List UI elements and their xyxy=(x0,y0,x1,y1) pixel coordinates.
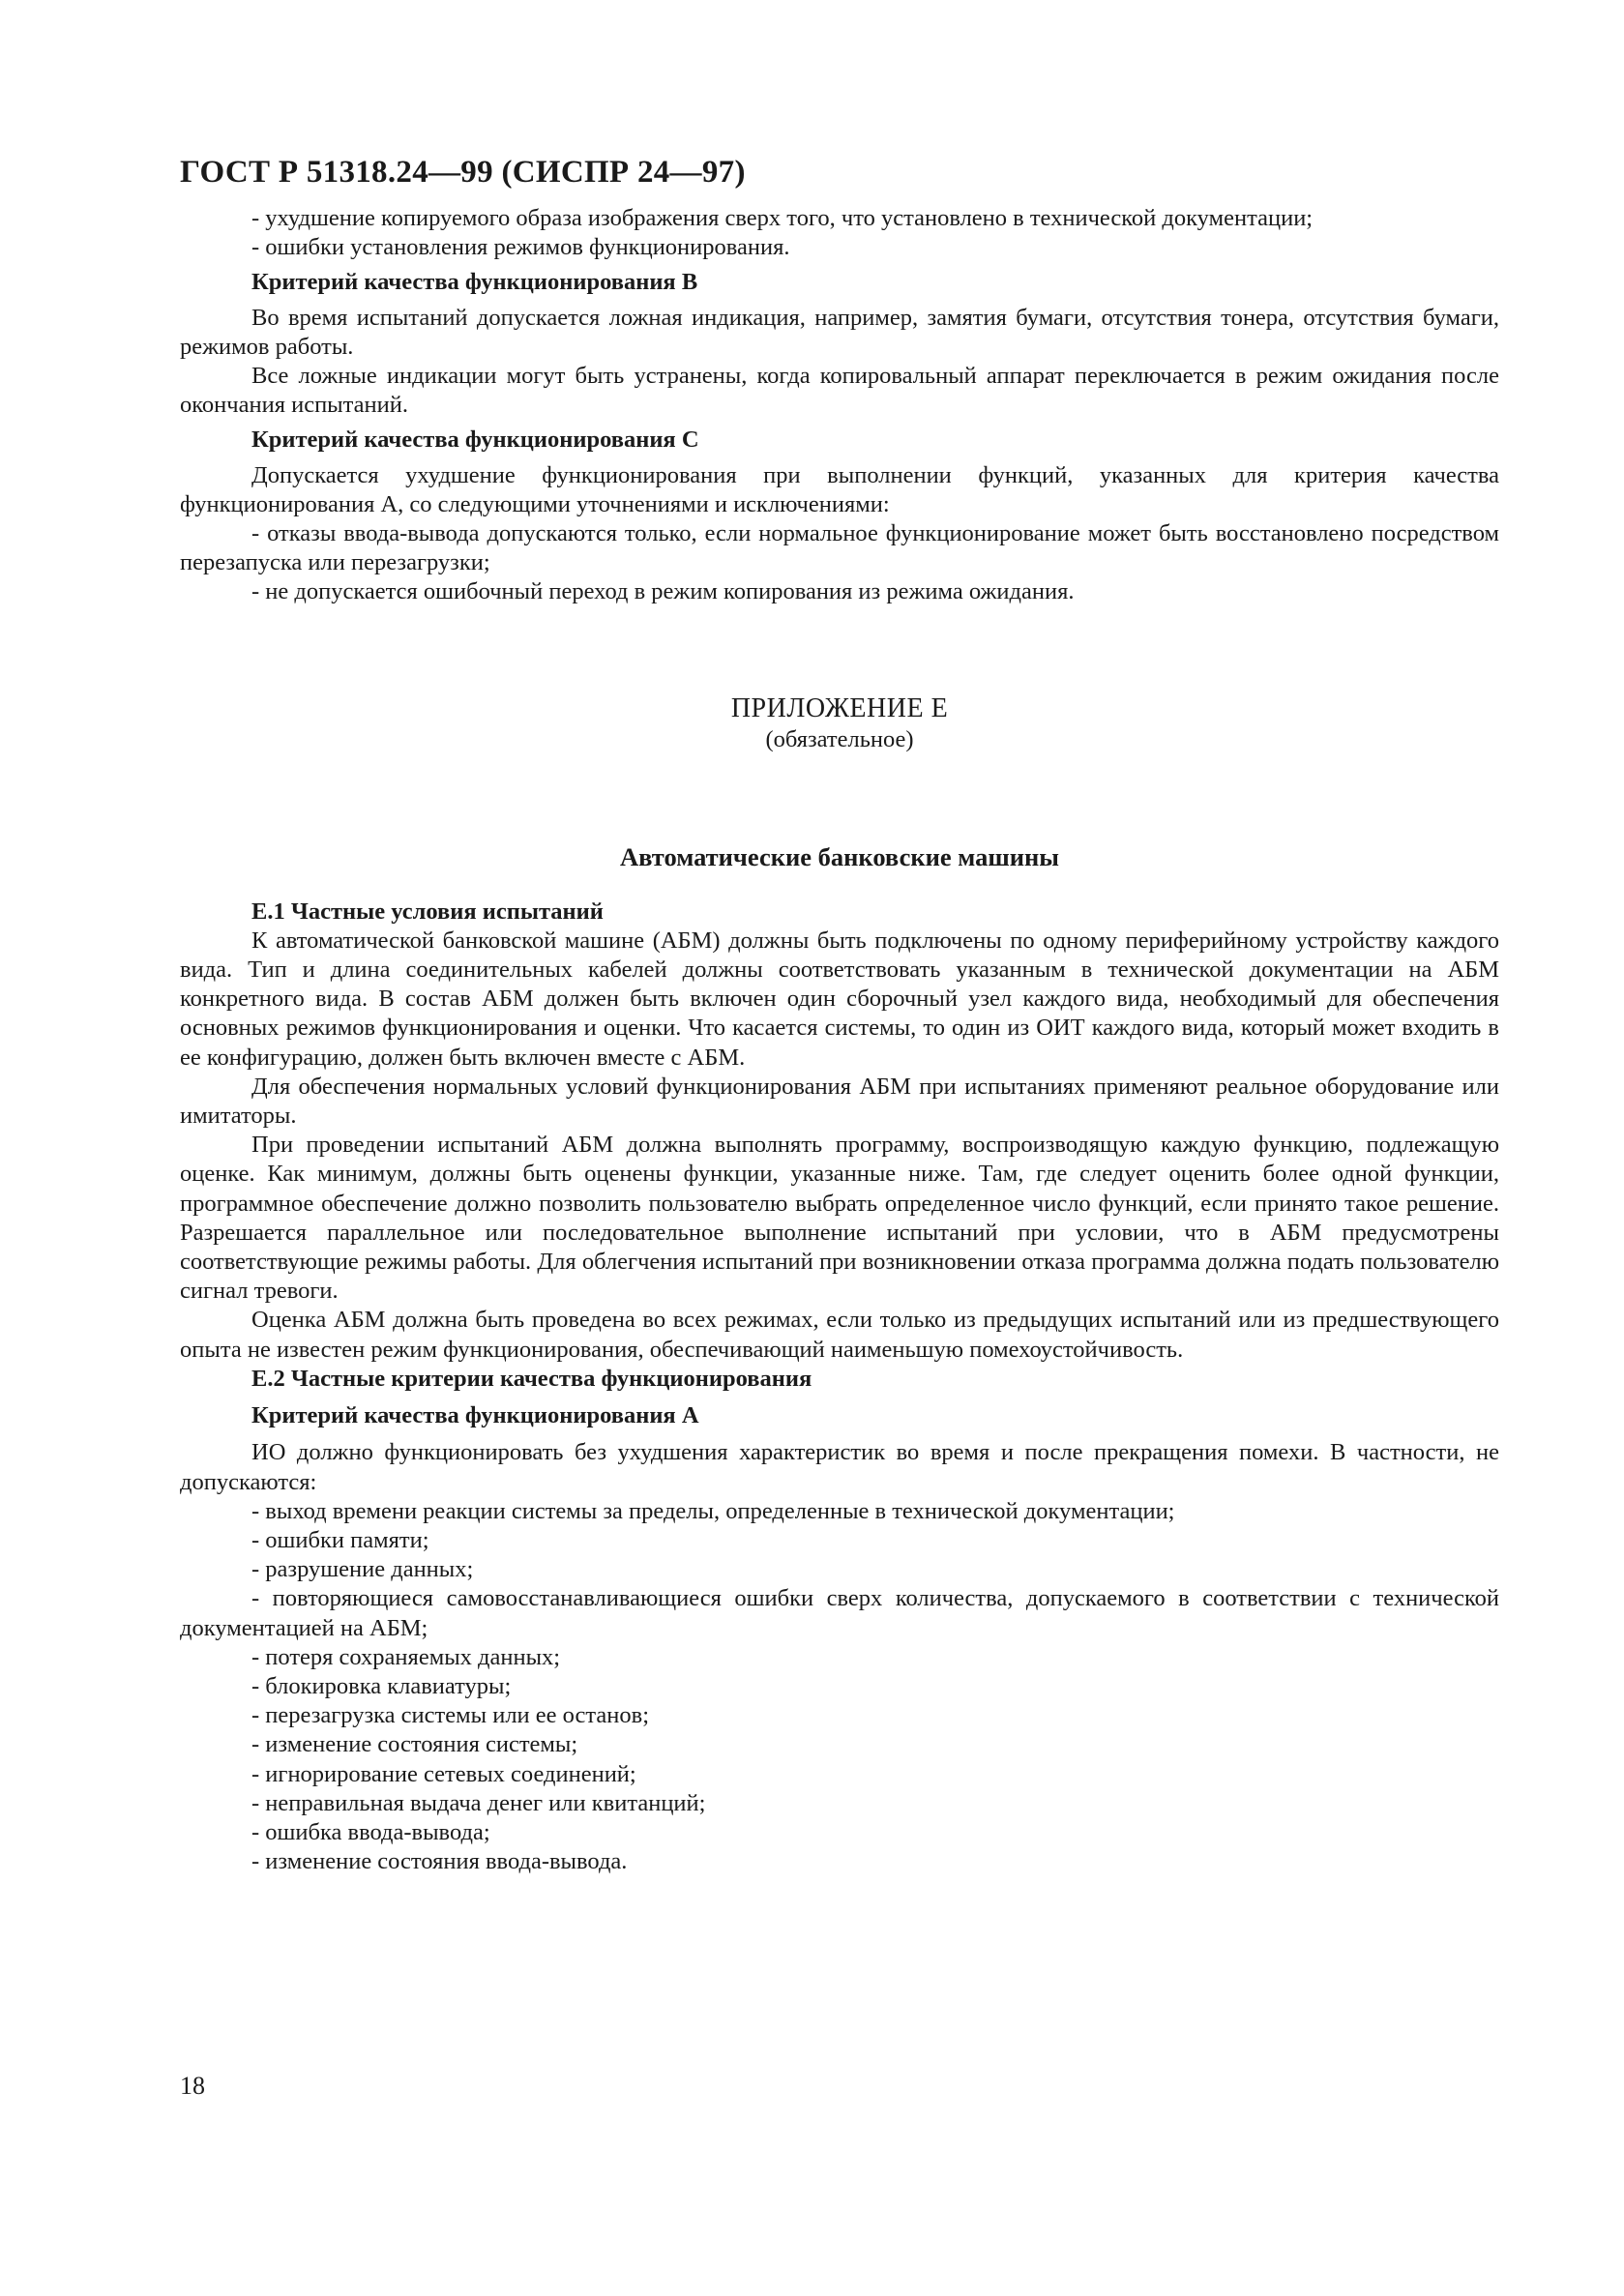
section-e1-paragraph: Для обеспечения нормальных условий функционирования АБМ при испытаниях применяют реальное оборудование или имитаторы. xyxy=(180,1073,1499,1130)
list-item: - отказы ввода-вывода допускаются только, если нормальное функционирование может быть восстановлено посредством перезапуска или перезагрузки; xyxy=(180,520,1499,576)
annex-subtitle: (обязательное) xyxy=(765,725,914,752)
list-item: - блокировка клавиатуры; xyxy=(251,1672,512,1699)
criterion-a-heading: Критерий качества функционирования А xyxy=(251,1402,699,1429)
list-item: - изменение состояния системы; xyxy=(251,1731,578,1758)
list-item: - перезагрузка системы или ее останов; xyxy=(251,1702,650,1729)
section-e1-paragraph: При проведении испытаний АБМ должна выполнять программу, воспроизводящую каждую функцию, подлежащую оценке. Как минимум, должны быть оценены функции, указанные ниже. Там, где следует оценить более одной функции, программное обеспечение должно позволить пользователю выбрать определенное число функций, если принято такое решение. Разрешается параллельное или последовательное выполнение испытаний при условии, что в АБМ предусмотрены соответствующие режимы работы. Для облегчения испытаний при возникновении отказа программа должна подать пользователю сигнал тревоги. xyxy=(180,1132,1499,1305)
list-item: - неправильная выдача денег или квитанций; xyxy=(251,1789,706,1816)
document-page xyxy=(180,155,1499,1876)
list-item: - не допускается ошибочный переход в режим копирования из режима ожидания. xyxy=(251,578,1075,605)
annex-heading: Автоматические банковские машины xyxy=(620,841,1059,871)
section-e1-paragraph: Оценка АБМ должна быть проведена во всех режимах, если только из предыдущих испытаний или из предшествующего опыта не известен режим функционирования, обеспечивающий наименьшую помехоустойчивость. xyxy=(180,1307,1499,1363)
criterion-b-paragraph: Во время испытаний допускается ложная индикация, например, замятия бумаги, отсутствия тонера, отсутствия бумаги, режимов работы. xyxy=(180,304,1499,360)
criterion-b-paragraph: Все ложные индикации могут быть устранены, когда копировальный аппарат переключается в режим ожидания после окончания испытаний. xyxy=(180,363,1499,419)
section-e1-heading: Е.1 Частные условия испытаний xyxy=(251,898,604,925)
list-item: - разрушение данных; xyxy=(251,1556,474,1583)
annex-block xyxy=(180,692,1499,754)
list-item: - потеря сохраняемых данных; xyxy=(251,1643,561,1670)
list-item: - изменение состояния ввода-вывода. xyxy=(251,1848,628,1875)
list-item: - ошибки памяти; xyxy=(251,1526,429,1553)
list-item: - повторяющиеся самовосстанавливающиеся ошибки сверх количества, допускаемого в соответствии с технической документацией на АБМ; xyxy=(180,1585,1499,1641)
list-item: - ошибка ввода-вывода; xyxy=(251,1818,490,1845)
list-item: - ошибки установления режимов функционирования. xyxy=(251,234,790,261)
criterion-c-paragraph: Допускается ухудшение функционирования при выполнении функций, указанных для критерия качества функционирования А, со следующими уточнениями и исключениями: xyxy=(180,461,1499,517)
criterion-b-heading: Критерий качества функционирования В xyxy=(251,269,698,296)
annex-title: ПРИЛОЖЕНИЕ Е xyxy=(730,692,949,723)
list-item: - ухудшение копируемого образа изображения сверх того, что установлено в технической документации; xyxy=(251,205,1314,231)
section-e1-paragraph: К автоматической банковской машине (АБМ) должны быть подключены по одному периферийному устройству каждого вида. Тип и длина соединительных кабелей должны соответствовать указанным в технической документации на АБМ конкретного вида. В состав АБМ должен быть включен один сборочный узел каждого вида, необходимый для обеспечения основных режимов функционирования и оценки. Что касается системы, то один из ОИТ каждого вида, который может входить в ее конфигурацию, должен быть включен вместе с АБМ. xyxy=(180,927,1499,1071)
criterion-a-paragraph: ИО должно функционировать без ухудшения характеристик во время и после прекращения помехи. В частности, не допускаются: xyxy=(180,1439,1499,1495)
document-header-code: ГОСТ Р 51318.24—99 (СИСПР 24—97) xyxy=(180,155,746,190)
criterion-c-heading: Критерий качества функционирования С xyxy=(251,427,699,454)
list-item: - игнорирование сетевых соединений; xyxy=(251,1760,636,1787)
section-e2-heading: Е.2 Частные критерии качества функционирования xyxy=(251,1365,812,1392)
list-item: - выход времени реакции системы за пределы, определенные в технической документации; xyxy=(251,1497,1175,1524)
page-number: 18 xyxy=(180,2072,205,2100)
